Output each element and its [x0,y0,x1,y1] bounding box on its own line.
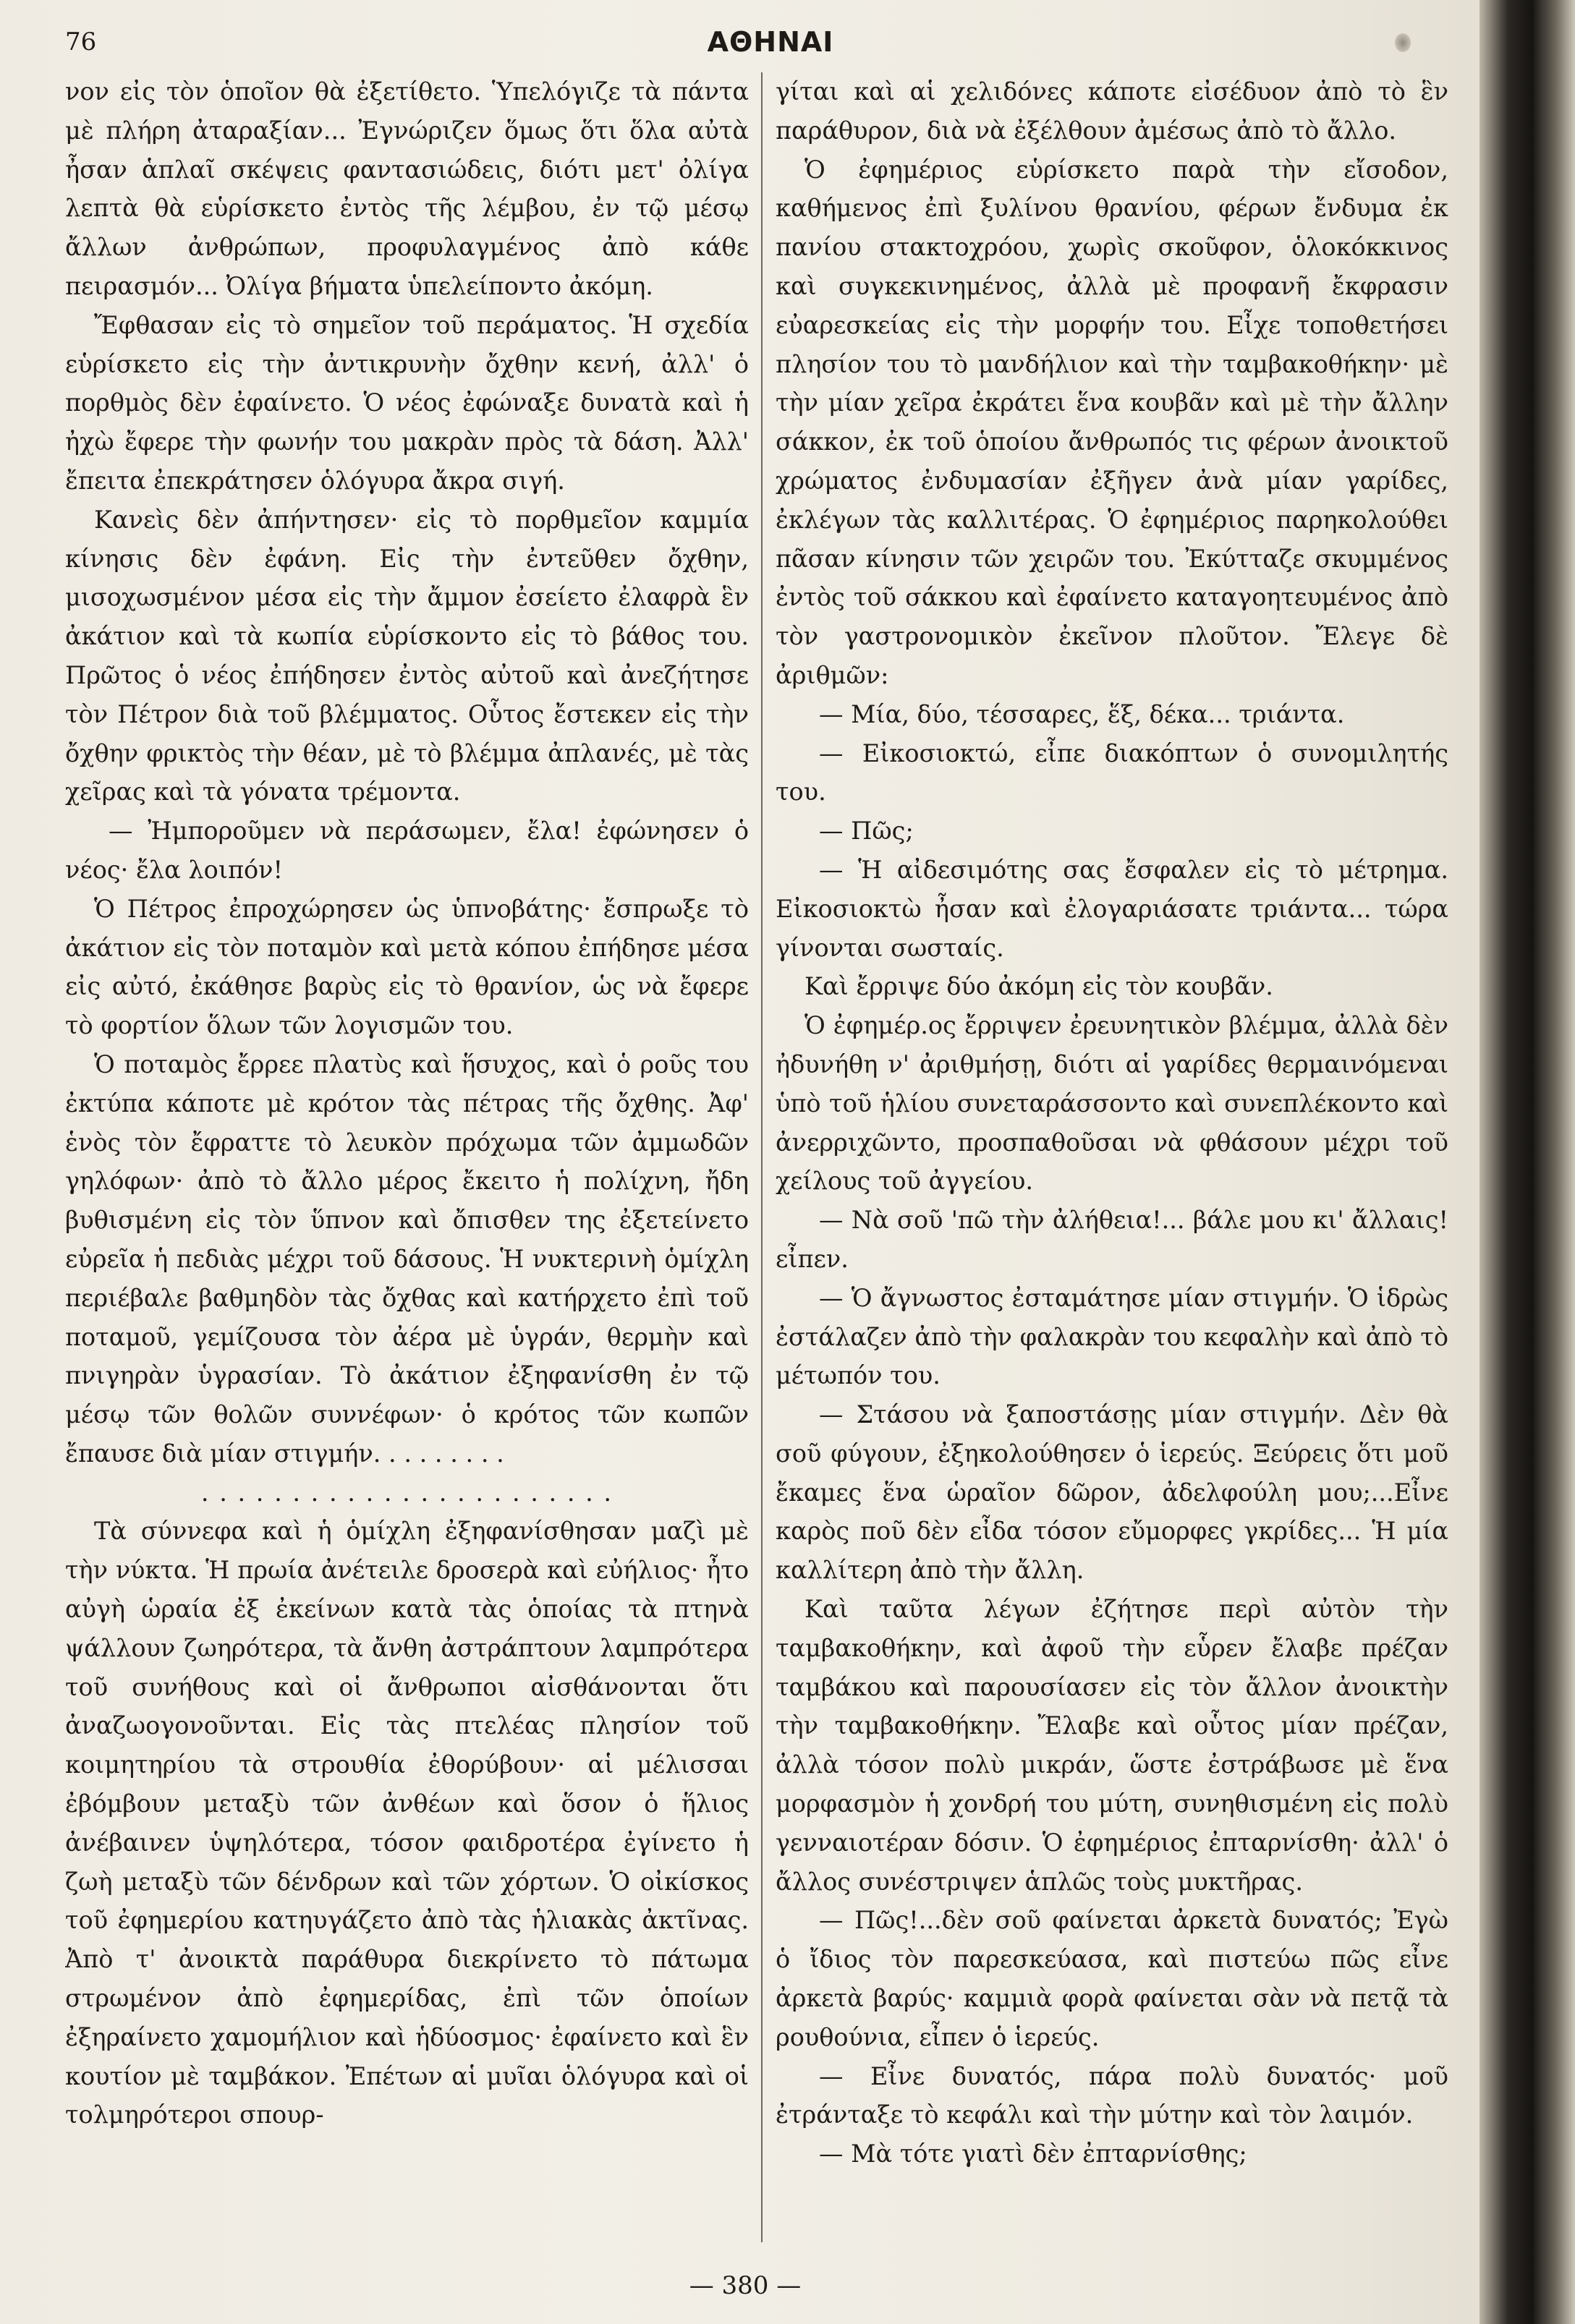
page-header [65,20,1476,64]
paragraph: — Εἶνε δυνατός, πάρα πολὺ δυνατός· μοῦ ἐτράνταξε τὸ κεφάλι καὶ τὴν μύτην καὶ τὸν λαιμόν. [776,2061,1448,2129]
paragraph: — Εἰκοσιοκτώ, εἶπε διακόπτων ὁ συνομιλητής του. [776,739,1448,806]
page-number: 76 [65,27,97,56]
paragraph: — Στάσου νὰ ξαποστάσῃς μίαν στιγμήν. Δὲν θὰ σοῦ φύγουν, ἐξηκολούθησεν ὁ ἱερεύς. Ξεύρεις ὅτι μοῦ ἔκαμες ἕνα ὡραῖον δῶρον, ἀδελφούλη μου;...Εἶνε καρὸς ποῦ δὲν εἶδα τόσον εὔμορφες γκρίδες... Ἡ μία καλλίτερη ἀπὸ τὴν ἄλλη. [776,1400,1448,1585]
paragraph: Ὁ ἐφημέριος εὑρίσκετο παρὰ τὴν εἴσοδον, καθήμενος ἐπὶ ξυλίνου θρανίου, φέρων ἔνδυμα ἐκ πανίου στακτοχρόου, χωρὶς σκοῦφον, ὁλοκόκκινος καὶ συγκεκινημένος, ἀλλὰ μὲ προφανῆ ἔκφρασιν εὐαρεσκείας εἰς τὴν μορφήν του. Εἶχε τοποθετήσει πλησίον του τὸ μανδήλιον καὶ τὴν ταμβακοθήκην· μὲ τὴν μίαν χεῖρα ἐκράτει ἕνα κουβᾶν καὶ μὲ τὴν ἄλλην σάκκον, ἐκ τοῦ ὁποίου ἄνθρωπός τις φέρων ἀνοικτοῦ χρώματος ἐνδυμασίαν ἐξῆγεν ἀνὰ μίαν γαρίδες, ἐκλέγων τὰς καλλιτέρας. Ὁ ἐφημέριος παρηκολούθει πᾶσαν κίνησιν τῶν χειρῶν του. Ἐκύτταζε σκυμμένος ἐντὸς τοῦ σάκκου καὶ ἐφαίνετο καταγοητευμένος ἀπὸ τὸν γαστρονομικὸν ἐκεῖνον πλοῦτον. Ἔλεγε δὲ ἀριθμῶν: [776,155,1448,689]
paragraph: — Μία, δύο, τέσσαρες, ἕξ, δέκα... τριάντα. [819,699,1345,728]
paragraph: — Ἡ αἰδεσιμότης σας ἔσφαλεν εἰς τὸ μέτρημα. Εἰκοσιοκτὼ ἦσαν καὶ ἐλογαριάσατε τριάντα... τώρα γίνονται σωσταίς. [776,855,1448,962]
paragraph: νον εἰς τὸν ὁποῖον θὰ ἐξετίθετο. Ὑπελόγιζε τὰ πάντα μὲ πλήρη ἀταραξίαν... Ἐγνώριζεν ὅμως ὅτι ὅλα αὐτὰ ἦσαν ἁπλαῖ σκέψεις φαντασιώδεις, διότι μετ' ὀλίγα λεπτὰ θὰ εὑρίσκετο ἐντὸς τῆς λέμβου, ἐν τῷ μέσῳ ἄλλων ἀνθρώπων, προφυλαγμένος ἀπὸ κάθε πειρασμόν... Ὀλίγα βήματα ὑπελείποντο ἀκόμη. [65,77,749,300]
paragraph: Κανεὶς δὲν ἀπήντησεν· εἰς τὸ πορθμεῖον καμμία κίνησις δὲν ἐφάνη. Εἰς τὴν ἐντεῦθεν ὄχθην, μισοχωσμένον μέσα εἰς τὴν ἄμμον ἐσείετο ἐλαφρὰ ἓν ἀκάτιον καὶ τὰ κωπία εὑρίσκοντο εἰς τὸ βάθος του. Πρῶτος ὁ νέος ἐπήδησεν ἐντὸς αὐτοῦ καὶ ἀνεζήτησε τὸν Πέτρον διὰ τοῦ βλέμματος. Οὗτος ἔστεκεν εἰς τὴν ὄχθην φρικτὸς τὴν θέαν, μὲ τὸ βλέμμα ἀπλανές, μὲ τὰς χεῖρας καὶ τὰ γόνατα τρέμοντα. [65,505,749,806]
paragraph: Ὁ Πέτρος ἐπροχώρησεν ὡς ὑπνοβάτης· ἔσπρωξε τὸ ἀκάτιον εἰς τὸν ποταμὸν καὶ μετὰ κόπου ἐπήδησε μέσα εἰς αὐτό, ἐκάθησε βαρὺς εἰς τὸ θρανίον, ὡς νὰ ἔφερε τὸ φορτίον ὅλων τῶν λογισμῶν του. [65,894,749,1040]
paragraph: — Ὁ ἄγνωστος ἐσταμάτησε μίαν στιγμήν. Ὁ ἱδρὼς ἐστάλαζεν ἀπὸ τὴν φαλακρὰν του κεφαλὴν καὶ ἀπὸ τὸ μέτωπόν του. [776,1283,1448,1390]
running-title: ΑΘΗΝΑΙ [707,26,834,58]
paragraph: — Πῶς; [819,817,914,846]
paragraph: — Μὰ τότε γιατὶ δὲν ἐπταρνίσθης; [819,2140,1247,2168]
paragraph: Ὁ ποταμὸς ἔρρεε πλατὺς καὶ ἥσυχος, καὶ ὁ ροῦς του ἐκτύπα κάποτε μὲ κρότον τὰς πέτρας τῆς ὄχθης. Ἀφ' ἑνὸς τὸν ἔφραττε τὸ λευκὸν πρόχωμα τῶν ἀμμωδῶν γηλόφων· ἀπὸ τὸ ἄλλο μέρος ἔκειτο ἡ πολίχνη, ἤδη βυθισμένη εἰς τὸν ὕπνον καὶ ὄπισθεν της ἐξετείνετο εὐρεῖα ἡ πεδιὰς μέχρι τοῦ δάσους. Ἡ νυκτερινὴ ὁμίχλη περιέβαλε βαθμηδὸν τὰς ὄχθας καὶ κατήρχετο ἐπὶ τοῦ ποταμοῦ, γεμίζουσα τὸν ἀέρα μὲ ὑγράν, θερμὴν καὶ πνιγηρὰν ὑγρασίαν. Τὸ ἀκάτιον ἐξηφανίσθη ἐν τῷ μέσῳ τῶν θολῶν συννέφων· ὁ κρότος τῶν κωπῶν ἔπαυσε διὰ μίαν στιγμήν. . . . . . . . . [65,1050,749,1468]
paragraph: . . . . . . . . . . . . . . . . . . . . . . . [200,1478,614,1507]
paragraph: Καὶ ἔρριψε δύο ἀκόμη εἰς τὸν κουβᾶν. [805,972,1273,1001]
paragraph: Τὰ σύννεφα καὶ ἡ ὁμίχλη ἐξηφανίσθησαν μαζὶ μὲ τὴν νύκτα. Ἡ πρωία ἀνέτειλε δροσερὰ καὶ εὐήλιος· ἦτο αὐγὴ ὡραία ἐξ ἐκείνων κατὰ τὰς ὁποίας τὰ πτηνὰ ψάλλουν ζωηρότερα, τὰ ἄνθη ἀστράπτουν λαμπρότερα τοῦ συνήθους καὶ οἱ ἄνθρωποι αἰσθάνονται ὅτι ἀναζωογονοῦνται. Εἰς τὰς πτελέας πλησίον τοῦ κοιμητηρίου τὰ στρουθία ἐθορύβουν· αἱ μέλισσαι ἐβόμβουν μεταξὺ τῶν ἀνθέων καὶ ὅσον ὁ ἥλιος ἀνέβαινεν ὑψηλότερα, τόσον φαιδροτέρα ἐγίνετο ἡ ζωὴ μεταξὺ τῶν δένδρων καὶ τῶν χόρτων. Ὁ οἰκίσκος τοῦ ἐφημερίου κατηυγάζετο ἀπὸ τὰς ἡλιακὰς ἀκτῖνας. Ἀπὸ τ' ἀνοικτὰ παράθυρα διεκρίνετο τὸ πάτωμα στρωμένον ἀπὸ ἐφημερίδας, ἐπὶ τῶν ὁποίων ἐξηραίνετο χαμομήλιον καὶ ἡδύοσμος· ἐφαίνετο καὶ ἓν κουτίον μὲ ταμβάκον. Ἐπέτων αἱ μυῖαι ὁλόγυρα καὶ οἱ τολμηρότεροι σπουρ- [65,1517,749,2129]
left-text-column [65,72,749,2221]
paragraph: Ἔφθασαν εἰς τὸ σημεῖον τοῦ περάματος. Ἡ σχεδία εὑρίσκετο εἰς τὴν ἀντικρυνὴν ὄχθην κενή, ἀλλ' ὁ πορθμὸς δὲν ἐφαίνετο. Ὁ νέος ἐφώναξε δυνατὰ καὶ ἡ ἠχὼ ἔφερε τὴν φωνήν του μακρὰν πρὸς τὰ δάση. Ἀλλ' ἔπειτα ἐπεκράτησεν ὁλόγυρα ἄκρα σιγή. [65,310,749,495]
ink-spot-mark [1395,33,1411,52]
paragraph: Καὶ ταῦτα λέγων ἐζήτησε περὶ αὐτὸν τὴν ταμβακοθήκην, καὶ ἀφοῦ τὴν εὗρεν ἔλαβε πρέζαν ταμβάκου καὶ παρουσίασεν εἰς τὸν ἄλλον ἀνοικτὴν τὴν ταμβακοθήκην. Ἔλαβε καὶ οὗτος μίαν πρέζαν, ἀλλὰ τόσον πολὺ μικράν, ὥστε ἐστράβωσε μὲ ἕνα μορφασμὸν ἡ χονδρή του μύτη, συνηθισμένη εἰς πολὺ γενναιοτέραν δόσιν. Ὁ ἐφημέριος ἐπταρνίσθη· ἀλλ' ὁ ἄλλος συνέστριψεν ἁπλῶς τοὺς μυκτῆρας. [776,1595,1448,1896]
folio-number: — 380 — [689,2271,802,2300]
right-text-column [776,72,1448,2221]
paragraph: — Πῶς!...δὲν σοῦ φαίνεται ἀρκετὰ δυνατός; Ἐγὼ ὁ ἴδιος τὸν παρεσκεύασα, καὶ πιστεύω πῶς εἶνε ἀρκετὰ βαρύς· καμμιὰ φορὰ φαίνεται σὰν νὰ πετᾷ τὰ ρουθούνια, εἶπεν ὁ ἱερεύς. [776,1906,1448,2051]
column-divider [761,72,763,2242]
book-spine-shadow [1480,0,1575,2324]
paragraph: Ὁ ἐφημέρ.ος ἔρριψεν ἐρευνητικὸν βλέμμα, ἀλλὰ δὲν ἠδυνήθη ν' ἀριθμήσῃ, διότι αἱ γαρίδες θερμαινόμεναι ὑπὸ τοῦ ἡλίου συνεταράσσοντο καὶ συνεπλέκοντο καὶ ἀνερριχῶντο, προσπαθοῦσαι νὰ φθάσουν μέχρι τοῦ χείλους τοῦ ἀγγείου. [776,1011,1448,1196]
paragraph: γίται καὶ αἱ χελιδόνες κάποτε εἰσέδυον ἀπὸ τὸ ἓν παράθυρον, διὰ νὰ ἐξέλθουν ἀμέσως ἀπὸ τὸ ἄλλο. [776,77,1448,145]
paragraph: — Ἠμποροῦμεν νὰ περάσωμεν, ἔλα! ἐφώνησεν ὁ νέος· ἔλα λοιπόν! [65,817,749,884]
paragraph: — Νὰ σοῦ 'πῶ τὴν ἀλήθεια!... βάλε μου κι' ἄλλαις! εἶπεν. [776,1206,1448,1273]
